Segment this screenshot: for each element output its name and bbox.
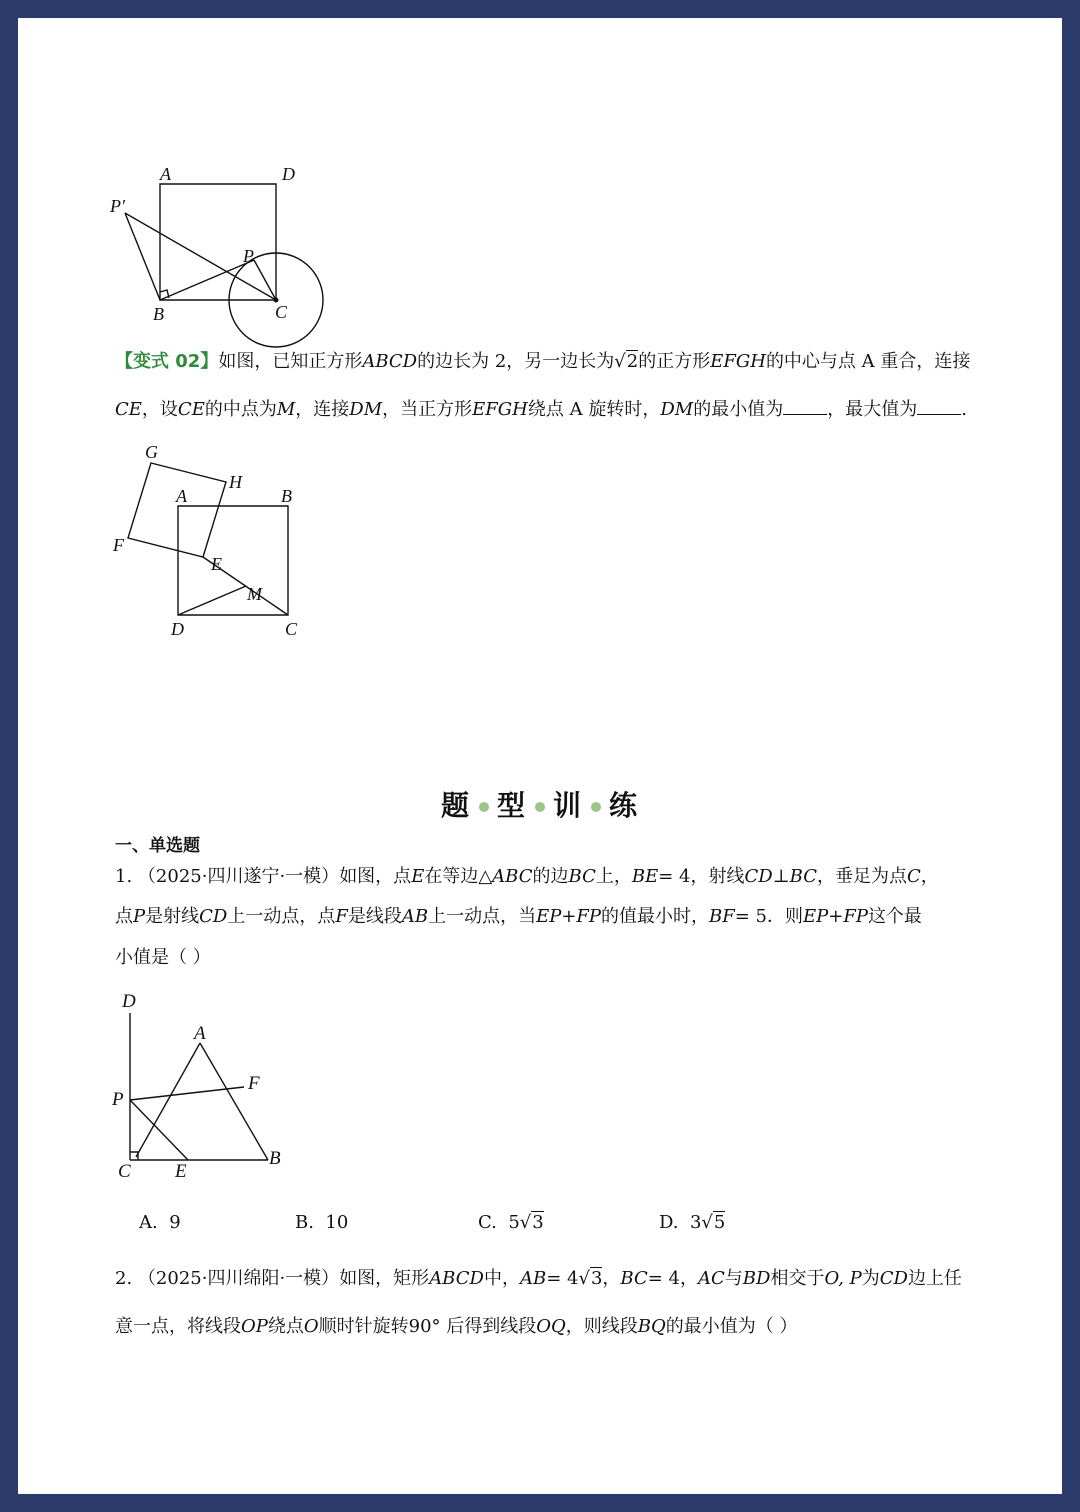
answer-blank-max (917, 400, 961, 415)
text: 上一动点，点 (227, 906, 336, 927)
label-p: P (243, 246, 254, 266)
math: M (276, 399, 296, 420)
math: BC (568, 866, 596, 887)
question-source: （2025·四川绵阳·一模） (137, 1268, 340, 1289)
option-key: D. (659, 1212, 679, 1233)
segment-a-b (200, 1043, 268, 1160)
variant02-line1 (115, 351, 970, 373)
math: OQ (536, 1316, 566, 1337)
math: BE (631, 866, 659, 887)
text: 相交于 (770, 1268, 825, 1289)
text: 的边 (532, 866, 569, 887)
radicand: 3 (532, 1212, 544, 1233)
text: 的中心与点 A 重合，连接 (765, 351, 971, 372)
text: 中， (483, 1268, 520, 1289)
text: 如图，点 (339, 866, 412, 887)
answer-blank-min (783, 400, 827, 415)
dot-separator (591, 802, 601, 812)
figure-square-circle (98, 138, 378, 358)
text: 边上任 (907, 1268, 962, 1289)
math: EFGH (472, 399, 528, 420)
segment-pprime-b (125, 213, 160, 300)
label-d3: D (122, 991, 136, 1012)
option-value: 5 (508, 1212, 520, 1233)
option-a[interactable] (139, 1212, 181, 1233)
text: 的最小值为 (693, 399, 784, 420)
option-c[interactable] (478, 1212, 544, 1233)
text: = 4， (647, 1268, 698, 1289)
option-key: C. (478, 1212, 497, 1233)
math: BC (620, 1268, 648, 1289)
square-efgh (128, 463, 226, 557)
label-h: H (229, 472, 242, 492)
math: CD (744, 866, 773, 887)
option-value: 10 (325, 1212, 349, 1233)
math: BQ (637, 1316, 666, 1337)
math: CE (115, 399, 142, 420)
q1-line1 (115, 866, 939, 888)
math: EP+FP (536, 906, 602, 927)
text: 是线段 (347, 906, 402, 927)
label-c3: C (118, 1161, 131, 1182)
option-d[interactable] (659, 1212, 725, 1233)
text: = 5．则 (734, 906, 803, 927)
label-m: M (247, 584, 262, 604)
radicand: 2 (626, 351, 639, 372)
sqrt-symbol: √ (519, 1212, 532, 1233)
option-key: B. (295, 1212, 314, 1233)
text: 如图，已知正方形 (218, 351, 363, 372)
segment-p-f (130, 1087, 244, 1100)
question-source: （2025·四川遂宁·一模） (137, 866, 340, 887)
variant02-line2 (115, 399, 967, 421)
text: = 4，射线 (658, 866, 745, 887)
text: 绕点 (267, 1316, 304, 1337)
text: 的中点为 (204, 399, 277, 420)
math: EFGH (710, 351, 766, 372)
text: 这个最 (867, 906, 922, 927)
sqrt-symbol: √ (701, 1212, 713, 1233)
math: P (133, 906, 146, 927)
math: AC (698, 1268, 725, 1289)
heading-char: 型 (496, 789, 527, 822)
label-c2: C (285, 619, 298, 638)
label-f3: F (248, 1073, 260, 1094)
text: 点 (115, 906, 133, 927)
text: 的值最小时， (601, 906, 710, 927)
math: AB (519, 1268, 547, 1289)
q1-line2 (115, 906, 922, 928)
segment-d-m (178, 586, 246, 615)
text: 顺时针旋转90° 后得到线段 (318, 1316, 537, 1337)
heading-char: 题 (440, 789, 471, 822)
math: F (335, 906, 348, 927)
text: ，当正方形 (382, 399, 473, 420)
text: ，设 (141, 399, 178, 420)
label-a2: A (176, 486, 187, 506)
text: 是射线 (145, 906, 200, 927)
figure-triangle (108, 983, 328, 1188)
math: C (907, 866, 921, 887)
text: ， (920, 866, 939, 887)
square-abcd-2 (178, 506, 288, 615)
q1-line3: 小值是（ ） (115, 947, 211, 968)
label-c: C (275, 302, 288, 322)
text: 意一点，将线段 (115, 1316, 241, 1337)
label-b2: B (281, 486, 292, 506)
math: BC (789, 866, 817, 887)
figure-two-squares (98, 438, 338, 638)
math: E (411, 866, 425, 887)
label-b: B (153, 304, 164, 324)
radicand: 5 (713, 1212, 726, 1233)
text: 为 (861, 1268, 880, 1289)
text: 在等边△ (424, 866, 493, 887)
math: CD (879, 1268, 908, 1289)
text: 绕点 A 旋转时， (527, 399, 661, 420)
math: BF (709, 906, 735, 927)
math: AB (401, 906, 429, 927)
text: ，连接 (295, 399, 350, 420)
math: DM (660, 399, 694, 420)
text: ，最大值为 (827, 399, 918, 420)
label-e3: E (175, 1161, 187, 1182)
heading-char: 练 (609, 789, 640, 822)
text: 如图，矩形 (339, 1268, 430, 1289)
label-a: A (160, 164, 171, 184)
math: BD (742, 1268, 771, 1289)
math: ABC (492, 866, 533, 887)
label-e: E (211, 554, 222, 574)
text: ，垂足为点 (817, 866, 907, 887)
text: ， (602, 1268, 621, 1289)
option-b[interactable] (295, 1212, 348, 1233)
label-p3: P (112, 1089, 124, 1110)
text: . (961, 399, 967, 420)
math: DM (349, 399, 383, 420)
document-page (18, 18, 1062, 1494)
math: ABCD (429, 1268, 484, 1289)
label-d2: D (171, 619, 184, 638)
math: CD (199, 906, 228, 927)
math: O, P (824, 1268, 862, 1289)
label-g: G (145, 442, 158, 462)
heading-char: 训 (553, 789, 584, 822)
variant-tag: 【变式 02】 (115, 351, 219, 372)
sqrt-symbol: √ (578, 1268, 590, 1289)
label-pprime: P′ (110, 196, 125, 216)
label-d: D (282, 164, 295, 184)
label-a3: A (194, 1023, 206, 1044)
option-key: A. (139, 1212, 158, 1233)
subheading: 一、单选题 (115, 836, 200, 856)
option-value: 3 (689, 1212, 702, 1233)
question-number: 1. (115, 866, 133, 887)
sqrt-2: √2 (614, 351, 639, 372)
text: 的正方形 (638, 351, 711, 372)
math: OP (241, 1316, 268, 1337)
math: CE (177, 399, 205, 420)
text: 的边长为 2，另一边长为 (417, 351, 615, 372)
label-b3: B (269, 1148, 281, 1169)
q2-line2 (115, 1316, 798, 1338)
math: O (303, 1316, 319, 1337)
text: = 4 (546, 1268, 579, 1289)
text: 上， (595, 866, 632, 887)
q2-line1 (115, 1268, 962, 1290)
math: EP+FP (803, 906, 868, 927)
text: ⊥ (772, 866, 790, 887)
text: ，则线段 (565, 1316, 638, 1337)
question-number: 2. (115, 1268, 133, 1289)
section-heading (18, 784, 1062, 824)
math: ABCD (362, 351, 418, 372)
text: 与 (724, 1268, 743, 1289)
dot-separator (535, 802, 545, 812)
option-value: 9 (169, 1212, 181, 1233)
label-f: F (113, 535, 124, 555)
square-abcd (160, 184, 276, 300)
text: 上一动点，当 (428, 906, 537, 927)
dot-separator (479, 802, 489, 812)
text: 的最小值为（ ） (665, 1316, 798, 1337)
radicand: 3 (590, 1268, 603, 1289)
